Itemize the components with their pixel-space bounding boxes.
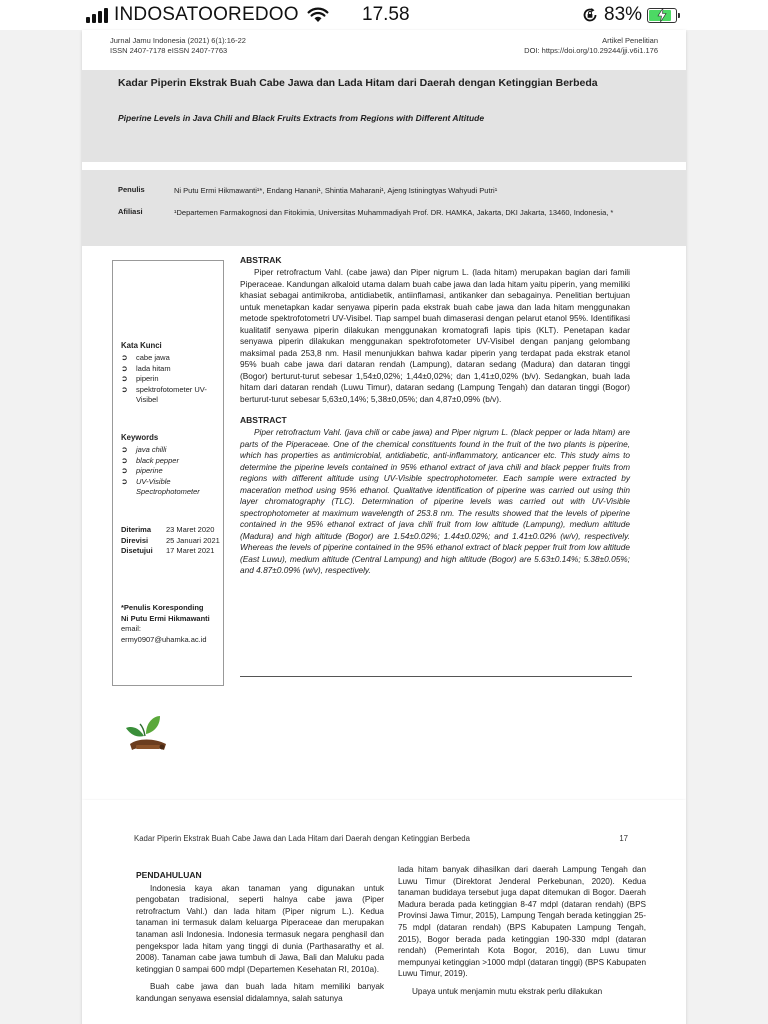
status-time: 17.58 (362, 4, 410, 25)
keyword-item: ➲ cabe jawa (121, 353, 170, 362)
abstract-heading: ABSTRACT (240, 415, 287, 425)
wifi-icon (307, 7, 329, 23)
arrow-icon: ➲ (121, 476, 128, 486)
article-info-sidebar (112, 260, 224, 686)
arrow-icon: ➲ (121, 363, 128, 373)
corresponding-label: *Penulis Koresponding (121, 603, 204, 612)
affiliation: ¹Departemen Farmakognosi dan Fitokimia, Universitas Muhammadiyah Prof. DR. HAMKA, Jakarta, DKI Jakarta, 13460, Indonesia, * (174, 208, 614, 217)
article-doi[interactable]: DOI: https://doi.org/10.29244/jji.v6i1.176 (524, 46, 658, 55)
status-left (86, 4, 329, 26)
abstrak-text: Piper retrofractum Vahl. (cabe jawa) dan Piper nigrum L. (lada hitam) merupakan bagian dari famili Piperaceae. Kandungan alkaloid utama dalam buah cabe jawa dan lada hitam yaitu piperin, yang memiliki khasiat sebagai antimikroba, antidiabetik, antiinflamasi, antikanker dan sebagainya. Penelitian bertujuan untuk menetapkan kadar senyawa piperin pada ekstrak buah cabe jawa dan lada hitam menggunakan metode spektrofotometri UV-Visibel. Tiap sampel buah dimaserasi dengan pelarut etanol 95%. Identifikasi kualitatif senyawa piperin dilakukan menggunakan kromatografi lapis tipis (KLT). Penetapan kadar senyawa piperin dilakukan menggunakan spektrofotometer UV-Visibel dengan panjang gelombang maksimal pada 253,8 nm. Hasil menunjukkan bahwa kadar piperin yang terdapat pada ekstrak etanol 95% buah cabe jawa dari dataran rendah (Lampung), dataran sedang (Madura) dan dataran tinggi (Bogor) berturut-turut sebesar 1,54±0,02%; 1,44±0,02%; dan 1,41±0,02% (b/v). Sedangkan, buah lada hitam dari dataran rendah (Luwu Timur), dataran sedang (Lampung Tengah) dan dataran tinggi (Bogor) berturut-turut sebesar 5,63±0,14%; 5,38±0,05%; dan 4,87±0,09% (b/v). (240, 267, 630, 404)
article-title-english: Piperine Levels in Java Chili and Black Fruits Extracts from Regions with Different Altitude (118, 113, 485, 123)
keyword-item: ➲ black pepper (121, 455, 179, 465)
journal-leaf-logo (124, 714, 170, 754)
affiliation-label: Afiliasi (118, 207, 143, 216)
orientation-lock-icon (582, 7, 598, 23)
arrow-icon: ➲ (121, 466, 128, 475)
divider (240, 676, 632, 677)
authors: Ni Putu Ermi Hikmawanti¹*, Endang Hanani¹, Shintia Maharani¹, Ajeng Istiningtyas Wahyudi Putri¹ (174, 186, 498, 195)
journal-citation: Jurnal Jamu Indonesia (2021) 6(1):16-22 (110, 36, 246, 45)
keywords-en-list (121, 445, 221, 498)
keywords-id-list (121, 353, 221, 406)
keywords-en-label: Keywords (121, 433, 159, 442)
keyword-item: ➲ java chilli (121, 445, 167, 454)
running-header (134, 834, 628, 843)
keyword-item: ➲ lada hitam (121, 363, 171, 373)
keyword-item: ➲ UV-Visible Spectrophotometer (121, 476, 200, 496)
article-dates (121, 525, 220, 557)
cell-signal-icon (86, 7, 108, 23)
journal-header-left (110, 36, 246, 56)
paragraph: lada hitam banyak dihasilkan dari daerah Lampung Tengah dan Luwu Timur (Direktorat Jenderal Perkebunan, 2020). Kedua tanaman budidaya tersebut juga dapat ditemukan di Bogor. Daerah Madura berada pada ketinggian 8-47 mdpl (dataran rendah) (BPS Provinsi Jawa Timur, 2015), Lampung Tengah berada ketinggian 25-75 mdpl (dataran rendah) (BPS Kabupaten Lampung Tengah, 2015), Bogor berada pada ketinggian 190-330 mdpl (dataran rendah) (Pemerintah Kota Bogor, 2016), dan Luwu timur mempunyai ketinggian >1000 mdpl (dataran tinggi) (BPS Kabupaten Luwu Timur, 2019). (398, 865, 646, 979)
title-box (82, 70, 686, 162)
paragraph: Buah cabe jawa dan buah lada hitam memiliki banyak kandungan senyawa esensial didalamnya, salah satunya (136, 982, 384, 1003)
authors-label: Penulis (118, 185, 145, 194)
paragraph: Indonesia kaya akan tanaman yang digunakan untuk pengobatan tradisional, seperti halnya cabe jawa (Piper retrofractum Vahl.) dan lada hitam (Piper nigrum L.). Kedua tanaman ini termasuk dalam keluarga Piperaceae dan merupakan tanaman asli Indonesia. Indonesia termasuk negara penghasil dan pengekspor lada hitam yang tinggi di dunia (Parthasarathy et al. 2008). Tanaman cabe jawa tumbuh di Jawa, Bali dan Maluku pada ketinggian 0 sampai 600 mdpl (Departemen Kesehatan RI, 2010a). (136, 883, 384, 974)
journal-header-right (524, 36, 658, 56)
article-title: Kadar Piperin Ekstrak Buah Cabe Jawa dan Lada Hitam dari Daerah dengan Ketinggian Berbeda (118, 77, 598, 89)
arrow-icon: ➲ (121, 455, 128, 465)
keyword-item: ➲ piperin (121, 374, 159, 383)
arrow-icon: ➲ (121, 374, 128, 383)
charging-bolt-icon (657, 8, 667, 22)
page-2 (82, 800, 686, 1024)
keyword-item: ➲ piperine (121, 466, 163, 475)
arrow-icon: ➲ (121, 445, 128, 454)
section-heading: PENDAHULUAN (136, 870, 202, 880)
journal-issn: ISSN 2407-7178 eISSN 2407-7763 (110, 46, 228, 55)
carrier-name: INDOSATOOREDOO (114, 4, 299, 25)
abstract-text: Piper retrofractum Vahl. (java chili or cabe jawa) and Piper nigrum L. (black pepper or lada hitam) are parts of the Piperaceae. One of the chemical constituents found in the fruit of the two plants is piperine, which has properties as antimicrobial, antidiabetic, anti-inflammatory, anticancer etc. This study aims to determine the piperine levels contained in 95% ethanol extract of java chili and black pepper fruits from regions with different altitude using UV-Visible spectrophotometer. Each sample were extracted by maceration method using 95% ethanol. Qualitative identification of piperine was carried out using thin layer chromatography (TLC). Determination of piperine levels was carried out with UV-Visible spectrophotometer at maximum wavelength of 253.8 nm. The results showed that the levels of piperine contained in the 95% ethanol extract of java chili fruit from low altitude (Lampung), medium altitude (Madura) and high altitude (Bogor) are 1.54±0.02%; 1.44±0.02%; and 1.41±0.02% (w/v), respectively. Whereas the levels of piperine contained in the 95% ethanol extract of black pepper fruit from low altitude (East Luwu), medium altitude (Central Lampung) and high altitude (Bogor) are 5.63±0.14%; 5.38±0.05%; and 4.87±0.09% (w/v), respectively. (240, 427, 630, 575)
status-bar (0, 0, 768, 30)
right-column (398, 864, 646, 998)
abstrak-heading: ABSTRAK (240, 255, 282, 265)
left-column (136, 870, 384, 1005)
keywords-id-label: Kata Kunci (121, 341, 162, 350)
running-title: Kadar Piperin Ekstrak Buah Cabe Jawa dan Lada Hitam dari Daerah dengan Ketinggian Berbeda (134, 834, 470, 843)
abstract-section (240, 255, 630, 577)
corresponding-author (121, 603, 210, 645)
page-1 (82, 30, 686, 800)
status-right (582, 4, 677, 26)
keyword-item: ➲ spektrofotometer UV-Visibel (121, 384, 207, 404)
article-type: Artikel Penelitian (602, 36, 658, 45)
document-viewer[interactable] (0, 30, 768, 1024)
date-row: Disetujui 17 Maret 2021 (121, 546, 215, 555)
arrow-icon: ➲ (121, 353, 128, 362)
email-label: email: (121, 624, 142, 633)
date-row: Direvisi 25 Januari 2021 (121, 535, 220, 545)
page-number: 17 (619, 834, 628, 843)
email-link[interactable]: ermy0907@uhamka.ac.id (121, 634, 207, 644)
date-row: Diterima 23 Maret 2020 (121, 525, 215, 534)
arrow-icon: ➲ (121, 384, 128, 394)
paragraph: Upaya untuk menjamin mutu ekstrak perlu dilakukan (412, 986, 603, 996)
corresponding-name: Ni Putu Ermi Hikmawanti (121, 613, 210, 623)
battery-icon (647, 8, 677, 23)
battery-percent: 83% (604, 4, 643, 25)
author-box (82, 170, 686, 246)
